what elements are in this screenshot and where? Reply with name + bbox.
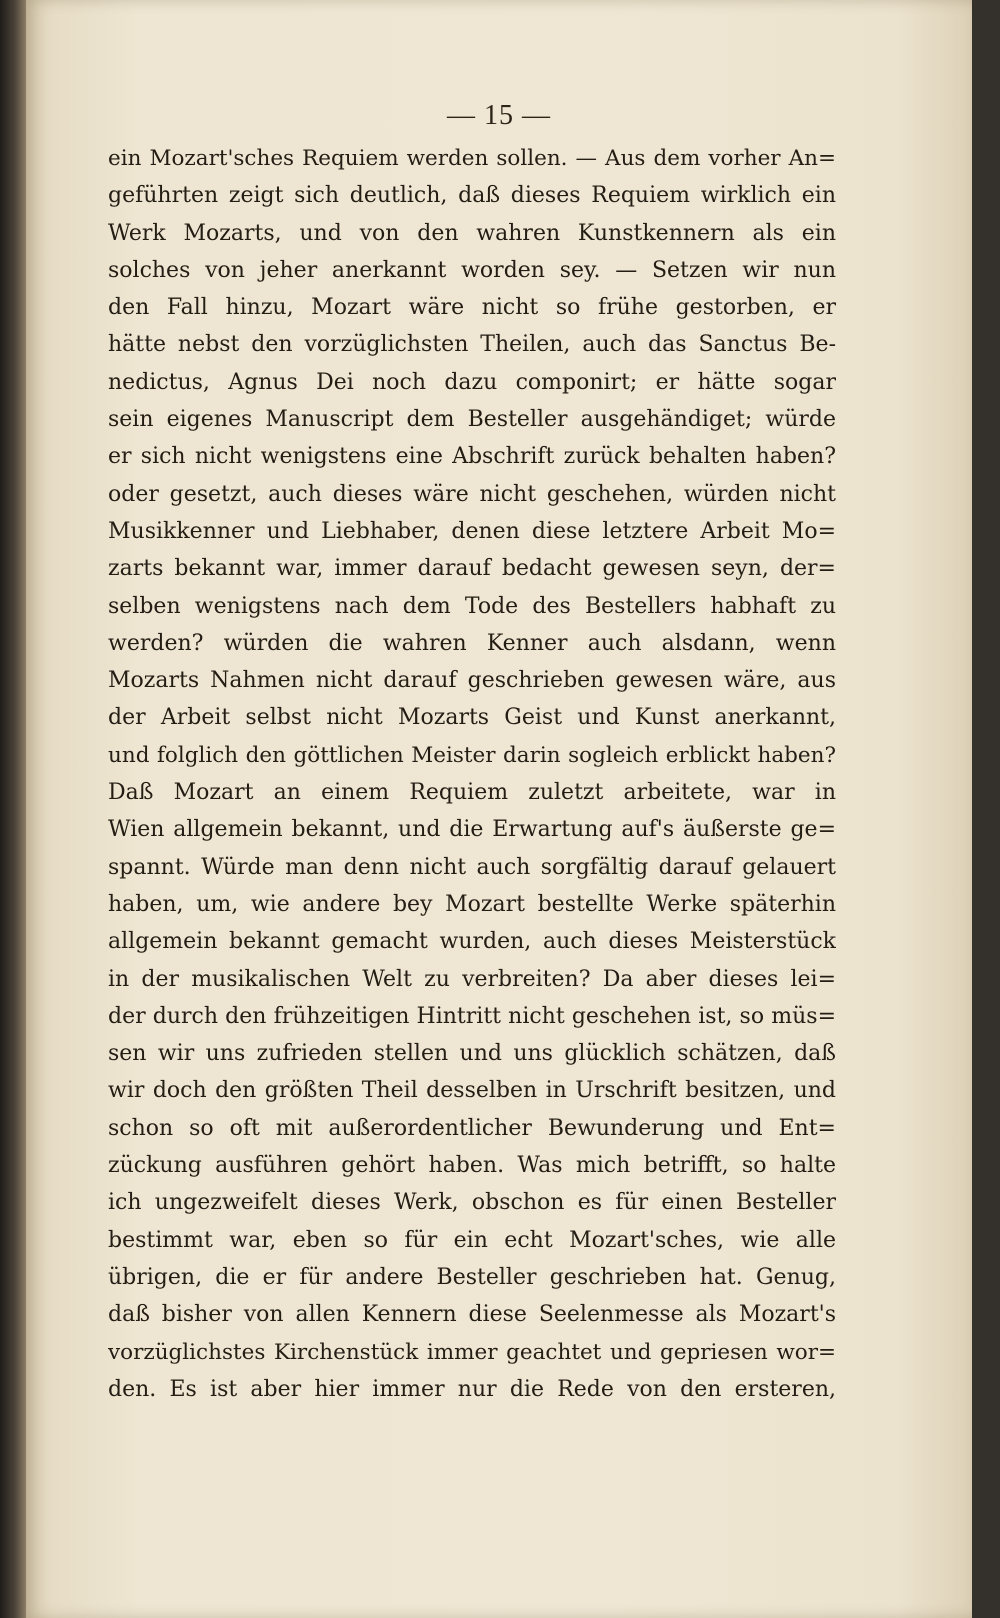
text-line: Mozarts Nahmen nicht darauf geschrieben gewesen wäre, aus	[108, 668, 836, 694]
text-line: solches von jeher anerkannt worden sey. — Setzen wir nun	[108, 257, 836, 283]
text-line: und folglich den göttlichen Meister darin sogleich erblickt haben?	[108, 742, 836, 768]
text-line: Musikkenner und Liebhaber, denen diese letztere Arbeit Mo=	[108, 518, 836, 544]
text-line: sen wir uns zufrieden stellen und uns glücklich schätzen, daß	[108, 1041, 836, 1067]
text-line: zückung ausführen gehört haben. Was mich betrifft, so halte	[108, 1153, 836, 1179]
text-line: Wien allgemein bekannt, und die Erwartung auf's äußerste ge=	[108, 817, 836, 843]
text-line: ich ungezweifelt dieses Werk, obschon es für einen Besteller	[108, 1190, 836, 1216]
text-line: selben wenigstens nach dem Tode des Bestellers habhaft zu	[108, 593, 836, 619]
text-line: ein Mozart'sches Requiem werden sollen. — Aus dem vorher An=	[108, 146, 836, 171]
text-line: Werk Mozarts, und von den wahren Kunstkennern als ein	[108, 220, 836, 246]
text-line: allgemein bekannt gemacht wurden, auch dieses Meisterstück	[108, 929, 836, 955]
text-line: zarts bekannt war, immer darauf bedacht gewesen seyn, der=	[108, 556, 836, 582]
book-gutter	[0, 0, 26, 1618]
page-number: — 15 —	[447, 100, 551, 131]
text-line: übrigen, die er für andere Besteller geschrieben hat. Genug,	[108, 1264, 836, 1290]
text-line: hätte nebst den vorzüglichsten Theilen, auch das Sanctus Be-	[108, 332, 836, 358]
text-line: nedictus, Agnus Dei noch dazu componirt; er hätte sogar	[108, 369, 836, 395]
text-line: den. Es ist aber hier immer nur die Rede von den ersteren,	[108, 1376, 836, 1402]
text-line: in der musikalischen Welt zu verbreiten? Da aber dieses lei=	[108, 966, 836, 992]
page-sheet	[26, 0, 972, 1618]
text-line: schon so oft mit außerordentlicher Bewunderung und Ent=	[108, 1115, 836, 1141]
text-line: bestimmt war, eben so für ein echt Mozart'sches, wie alle	[108, 1227, 836, 1253]
body-text	[108, 140, 836, 1408]
text-line: den Fall hinzu, Mozart wäre nicht so frühe gestorben, er	[108, 295, 836, 321]
text-line: er sich nicht wenigstens eine Abschrift zurück behalten haben?	[108, 444, 836, 470]
text-line: oder gesetzt, auch dieses wäre nicht geschehen, würden nicht	[108, 481, 836, 507]
text-line: haben, um, wie andere bey Mozart bestellte Werke späterhin	[108, 891, 836, 917]
text-line: spannt. Würde man denn nicht auch sorgfältig darauf gelauert	[108, 854, 836, 880]
text-line: der durch den frühzeitigen Hintritt nicht geschehen ist, so müs=	[108, 1003, 836, 1029]
text-line: daß bisher von allen Kennern diese Seelenmesse als Mozart's	[108, 1302, 836, 1328]
text-line: sein eigenes Manuscript dem Besteller ausgehändiget; würde	[108, 407, 836, 433]
text-line: werden? würden die wahren Kenner auch alsdann, wenn	[108, 630, 836, 656]
text-line: der Arbeit selbst nicht Mozarts Geist und Kunst anerkannt,	[108, 705, 836, 731]
text-line: wir doch den größten Theil desselben in Urschrift besitzen, und	[108, 1078, 836, 1104]
text-line: vorzüglichstes Kirchenstück immer geachtet und gepriesen wor=	[108, 1339, 836, 1365]
text-line: Daß Mozart an einem Requiem zuletzt arbeitete, war in	[108, 780, 836, 806]
text-line: geführten zeigt sich deutlich, daß dieses Requiem wirklich ein	[108, 183, 836, 209]
